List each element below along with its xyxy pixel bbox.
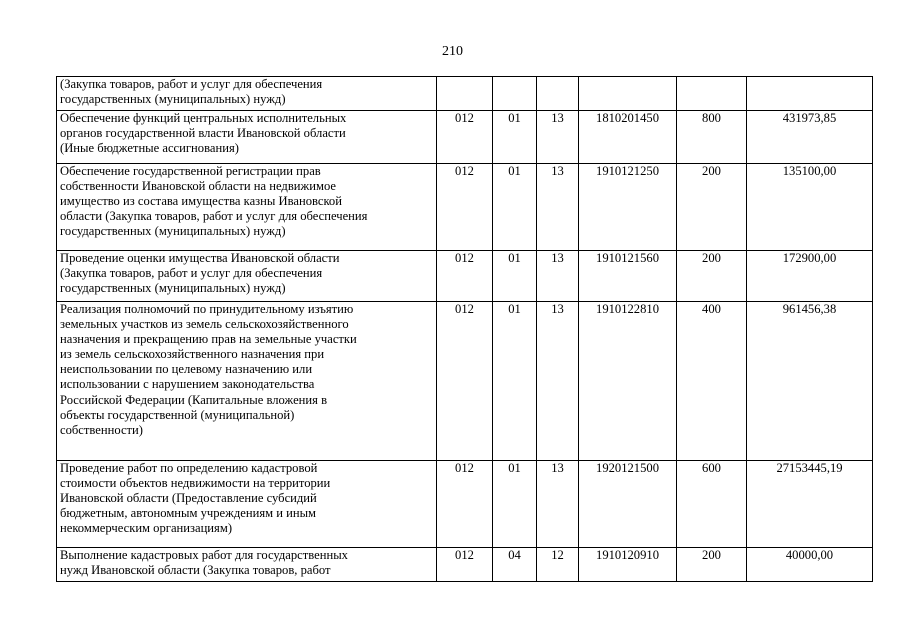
- table-row: [57, 548, 873, 582]
- subsection-cell: 12: [537, 548, 579, 582]
- expense-type-cell: 200: [677, 251, 747, 302]
- table-row: [57, 302, 873, 461]
- section-cell: 01: [493, 461, 537, 548]
- admin-code-cell: 012: [437, 251, 493, 302]
- section-cell: 01: [493, 111, 537, 164]
- expense-name-line: Российской Федерации (Капитальные вложения в: [60, 392, 328, 407]
- expense-name-line: Проведение работ по определению кадастровой: [60, 461, 318, 475]
- expense-name-cell: [57, 251, 437, 302]
- table-row: [57, 251, 873, 302]
- expense-name-line: (Иные бюджетные ассигнования): [60, 141, 239, 156]
- amount-cell: 27153445,19: [747, 461, 873, 548]
- target-item-cell: 1910122810: [579, 302, 677, 461]
- expense-name-cell: [57, 548, 437, 582]
- table-row: [57, 164, 873, 251]
- expense-name-cell: [57, 164, 437, 251]
- expense-name-cell: [57, 77, 437, 111]
- expense-type-cell: [677, 77, 747, 111]
- expense-name-cell: [57, 461, 437, 548]
- expense-name-line: имущество из состава имущества казны Ивановской: [60, 194, 342, 209]
- subsection-cell: 13: [537, 111, 579, 164]
- expense-name-line: государственных (муниципальных) нужд): [60, 92, 286, 107]
- expense-name-line: объекты государственной (муниципальной): [60, 407, 295, 422]
- page-number: 210: [442, 44, 463, 59]
- expense-type-cell: 200: [677, 164, 747, 251]
- expense-name-line: назначения и прекращению прав на земельные участки: [60, 332, 357, 347]
- target-item-cell: 1810201450: [579, 111, 677, 164]
- expense-name-line: (Закупка товаров, работ и услуг для обеспечения: [60, 77, 323, 91]
- table-row: [57, 461, 873, 548]
- expense-name-line: Обеспечение функций центральных исполнительных: [60, 111, 347, 125]
- expense-name-line: Ивановской области (Предоставление субсидий: [60, 491, 317, 506]
- expense-name-line: Реализация полномочий по принудительному изъятию: [60, 302, 354, 316]
- budget-table: [56, 76, 873, 582]
- admin-code-cell: 012: [437, 111, 493, 164]
- subsection-cell: [537, 77, 579, 111]
- subsection-cell: 13: [537, 164, 579, 251]
- target-item-cell: 1910120910: [579, 548, 677, 582]
- subsection-cell: 13: [537, 302, 579, 461]
- expense-name-line: Обеспечение государственной регистрации прав: [60, 164, 321, 178]
- target-item-cell: 1920121500: [579, 461, 677, 548]
- expense-name-line: Выполнение кадастровых работ для государственных: [60, 548, 348, 562]
- expense-type-cell: 200: [677, 548, 747, 582]
- expense-name-line: стоимости объектов недвижимости на территории: [60, 476, 331, 491]
- subsection-cell: 13: [537, 251, 579, 302]
- expense-name-line: органов государственной власти Ивановской области: [60, 126, 346, 141]
- expense-name-line: нужд Ивановской области (Закупка товаров, работ: [60, 563, 331, 578]
- amount-cell: [747, 77, 873, 111]
- expense-name-line: некоммерческим организациям): [60, 521, 233, 536]
- target-item-cell: 1910121250: [579, 164, 677, 251]
- section-cell: 01: [493, 302, 537, 461]
- section-cell: 04: [493, 548, 537, 582]
- expense-name-line: собственности): [60, 422, 143, 437]
- expense-type-cell: 800: [677, 111, 747, 164]
- expense-name-line: бюджетным, автономным учреждениям и иным: [60, 506, 317, 521]
- expense-name-line: области (Закупка товаров, работ и услуг для обеспечения: [60, 209, 368, 224]
- expense-type-cell: 400: [677, 302, 747, 461]
- admin-code-cell: 012: [437, 164, 493, 251]
- amount-cell: 40000,00: [747, 548, 873, 582]
- admin-code-cell: 012: [437, 548, 493, 582]
- amount-cell: 431973,85: [747, 111, 873, 164]
- expense-name-line: государственных (муниципальных) нужд): [60, 224, 286, 239]
- amount-cell: 172900,00: [747, 251, 873, 302]
- expense-name-line: неиспользовании по целевому назначению или: [60, 362, 313, 377]
- table-row: [57, 77, 873, 111]
- target-item-cell: [579, 77, 677, 111]
- expense-name-line: государственных (муниципальных) нужд): [60, 281, 286, 296]
- expense-name-line: (Закупка товаров, работ и услуг для обеспечения: [60, 266, 323, 281]
- expense-name-line: использовании с нарушением законодательства: [60, 377, 315, 392]
- expense-type-cell: 600: [677, 461, 747, 548]
- table-row: [57, 111, 873, 164]
- admin-code-cell: 012: [437, 461, 493, 548]
- section-cell: 01: [493, 164, 537, 251]
- expense-name-cell: [57, 302, 437, 461]
- expense-name-line: земельных участков из земель сельскохозяйственного: [60, 317, 349, 332]
- section-cell: [493, 77, 537, 111]
- expense-name-line: собственности Ивановской области на недвижимое: [60, 179, 336, 194]
- amount-cell: 961456,38: [747, 302, 873, 461]
- admin-code-cell: [437, 77, 493, 111]
- expense-name-cell: [57, 111, 437, 164]
- admin-code-cell: 012: [437, 302, 493, 461]
- expense-name-line: из земель сельскохозяйственного назначения при: [60, 347, 325, 362]
- expense-name-line: Проведение оценки имущества Ивановской области: [60, 251, 340, 265]
- subsection-cell: 13: [537, 461, 579, 548]
- target-item-cell: 1910121560: [579, 251, 677, 302]
- section-cell: 01: [493, 251, 537, 302]
- amount-cell: 135100,00: [747, 164, 873, 251]
